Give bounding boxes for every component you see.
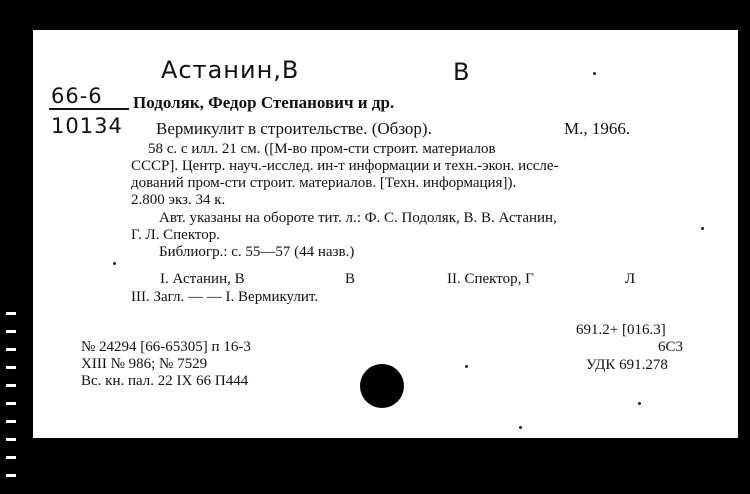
- tracing-letter: Л: [625, 271, 636, 287]
- border-mark: [6, 366, 16, 369]
- border-mark: [6, 474, 16, 477]
- tracing-letter: В: [345, 271, 356, 287]
- note-line: Авт. указаны на обороте тит. л.: Ф. С. Подоляк, В. В. Астанин,: [159, 210, 557, 226]
- tracing-entry: II. Спектор, Г: [447, 271, 534, 287]
- speck: [465, 365, 468, 368]
- card-title: Вермикулит в строительстве. (Обзор).: [156, 119, 432, 138]
- bottom-film-border: [33, 438, 750, 494]
- speck: [519, 426, 522, 429]
- border-mark: [6, 438, 16, 441]
- description-line: дований пром-сти строит. материалов. [Техн. информация]).: [131, 175, 517, 191]
- classification-index: 6С3: [658, 339, 684, 355]
- border-mark: [6, 384, 16, 387]
- udc-number: УДК 691.278: [586, 357, 668, 373]
- catalog-card: [33, 30, 738, 438]
- speck: [113, 262, 116, 265]
- handwritten-call-number-bottom: 10134: [51, 114, 123, 138]
- card-author: Подоляк, Федор Степанович и др.: [133, 93, 395, 112]
- call-number-underline: [49, 108, 129, 110]
- border-mark: [6, 456, 16, 459]
- card-place-year: М., 1966.: [564, 119, 631, 138]
- footer-record-line: № 24294 [66-65305] п 16-3: [81, 339, 251, 355]
- description-line: СССР]. Центр. науч.-исслед. ин-т информации и техн.-экон. иссле-: [131, 158, 559, 174]
- border-mark: [6, 330, 16, 333]
- note-line: Библиогр.: с. 55—57 (44 назв.): [159, 244, 355, 260]
- description-line: 58 с. с илл. 21 см. ([М-во пром-сти строит. материалов: [148, 141, 496, 157]
- punch-hole: [360, 364, 404, 408]
- footer-record-line: XIII № 986; № 7529: [81, 356, 208, 372]
- footer-record-line: Вс. кн. пал. 22 IX 66 П444: [81, 373, 249, 389]
- handwritten-author-letter: В: [453, 58, 471, 86]
- border-mark: [6, 312, 16, 315]
- border-mark: [6, 348, 16, 351]
- handwritten-call-number-top: 66-6: [51, 84, 103, 108]
- border-mark: [6, 420, 16, 423]
- classification-number: 691.2+ [016.3]: [576, 322, 666, 338]
- speck: [593, 72, 596, 75]
- speck: [638, 402, 641, 405]
- left-film-border: [0, 0, 33, 494]
- note-line: Г. Л. Спектор.: [131, 227, 221, 243]
- tracing-line: III. Загл. — — I. Вермикулит.: [131, 289, 319, 305]
- handwritten-author-note: Астанин,В: [161, 56, 300, 84]
- speck: [701, 227, 704, 230]
- tracing-entry: I. Астанин, В: [160, 271, 245, 287]
- description-line: 2.800 экз. 34 к.: [131, 192, 226, 208]
- border-mark: [6, 402, 16, 405]
